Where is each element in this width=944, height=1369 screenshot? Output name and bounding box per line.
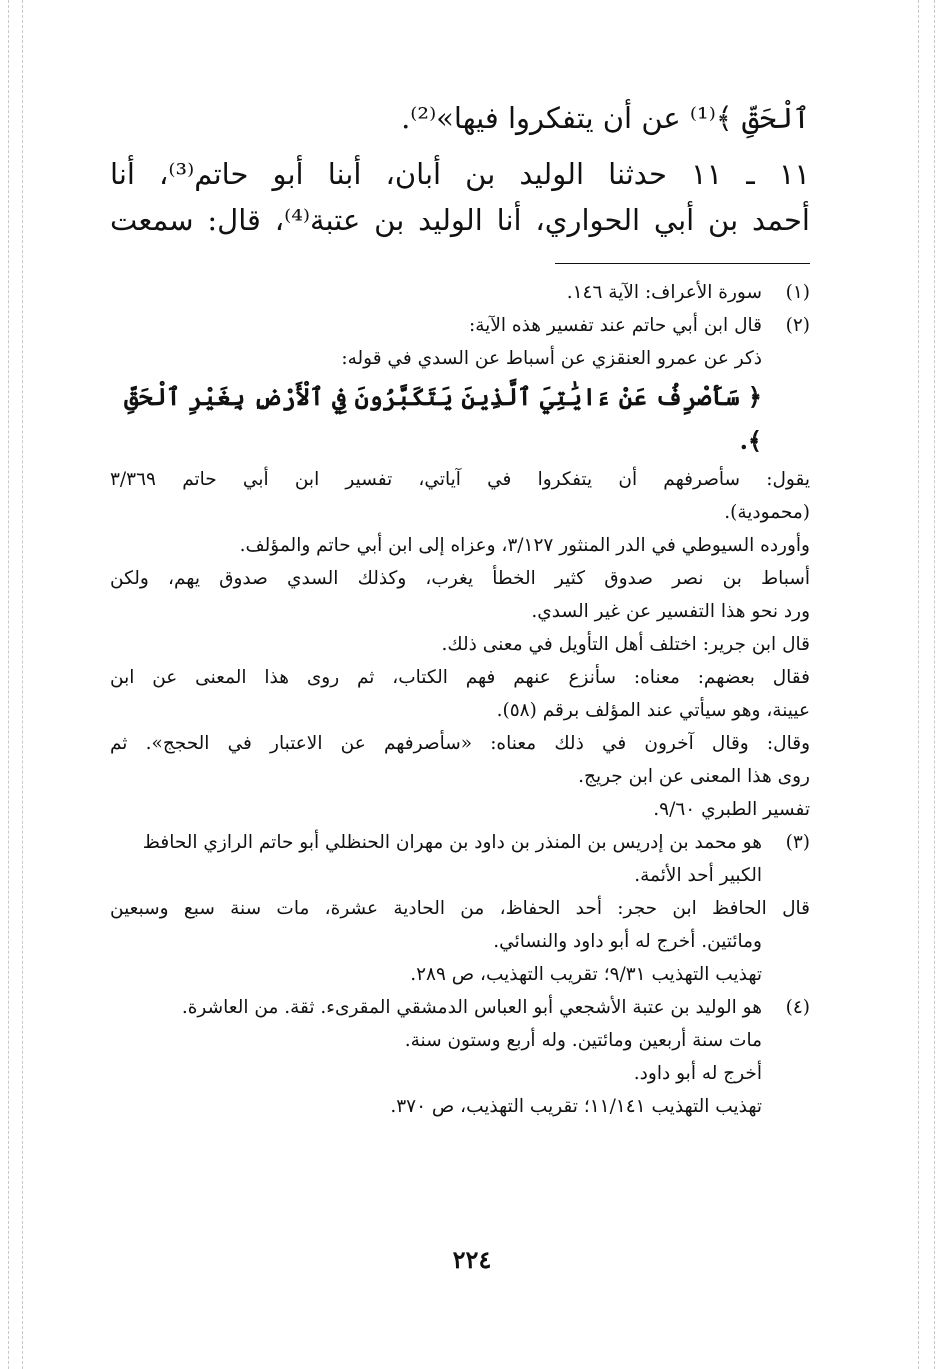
footnote-text: وأورده السيوطي في الدر المنثور ٣/١٢٧، وعزاه إلى ابن أبي حاتم والمؤلف. bbox=[239, 535, 810, 556]
main-text-line: ١١ ـ ١١ حدثنا الوليد بن أبان، أبنا أبو حاتم⁽³⁾، أنا bbox=[110, 157, 811, 191]
footnote-text: فقال بعضهم: معناه: سأنزع عنهم فهم الكتاب، ثم روى هذا المعنى عن ابن bbox=[110, 667, 810, 688]
footnote-text: تفسير الطبري ٩/٦٠. bbox=[653, 799, 810, 820]
footnote-text: أخرج له أبو داود. bbox=[633, 1063, 762, 1084]
footnote-number: (١) bbox=[785, 282, 810, 303]
quran-verse: ﴿ سَأَصْرِفُ عَنْ ءَايَٰتِيَ ٱلَّذِينَ يَتَكَبَّرُونَ فِي ٱلْأَرْضِ بِغَيْرِ ٱلْحَقِّ ﴾. bbox=[124, 382, 762, 455]
footnote-text: الكبير أحد الأئمة. bbox=[634, 865, 762, 886]
footnote-1 bbox=[110, 276, 810, 309]
scan-guide-line bbox=[8, 0, 9, 1369]
footnote-number: (٢) bbox=[785, 315, 810, 336]
footnote-text: قال الحافظ ابن حجر: أحد الحفاظ، من الحادية عشرة، مات سنة سبع وسبعين bbox=[110, 898, 810, 919]
footnote-2 bbox=[110, 309, 810, 826]
footnote-text: قال ابن جرير: اختلف أهل التأويل في معنى ذلك. bbox=[441, 634, 810, 655]
footnote-text: ورد نحو هذا التفسير عن غير السدي. bbox=[531, 601, 810, 622]
footnote-text: قال ابن أبي حاتم عند تفسير هذه الآية: bbox=[469, 315, 762, 336]
footnote-text: ذكر عن عمرو العنقزي عن أسباط عن السدي في قوله: bbox=[341, 348, 762, 369]
footnote-text: يقول: سأصرفهم أن يتفكروا في آياتي، تفسير ابن أبي حاتم ٣/٣٦٩ bbox=[110, 469, 810, 490]
main-text-line: ٱلْحَقِّ ﴾⁽¹⁾ عن أن يتفكروا فيها»⁽²⁾. bbox=[401, 101, 810, 135]
scan-guide-line bbox=[934, 0, 935, 1369]
footnote-text: هو الوليد بن عتبة الأشجعي أبو العباس الدمشقي المقرىء. ثقة. من العاشرة. bbox=[181, 997, 762, 1018]
footnote-separator bbox=[555, 263, 810, 264]
footnote-text: تهذيب التهذيب ١١/١٤١؛ تقريب التهذيب، ص ٣٧٠. bbox=[390, 1096, 762, 1117]
scan-guide-line bbox=[22, 0, 23, 1369]
footnote-text: وقال: وقال آخرون في ذلك معناه: «سأصرفهم عن الاعتبار في الحجج». ثم bbox=[110, 733, 810, 754]
footnote-text: روى هذا المعنى عن ابن جريج. bbox=[578, 766, 810, 787]
footnote-text: سورة الأعراف: الآية ١٤٦. bbox=[566, 282, 762, 303]
book-page bbox=[110, 95, 810, 1123]
footnote-text: ومائتين. أخرج له أبو داود والنسائي. bbox=[493, 931, 762, 952]
scan-guide-line bbox=[918, 0, 919, 1369]
footnote-number: (٤) bbox=[785, 997, 810, 1018]
footnote-text: هو محمد بن إدريس بن المنذر بن داود بن مهران الحنظلي أبو حاتم الرازي الحافظ bbox=[142, 832, 762, 853]
footnote-number: (٣) bbox=[785, 832, 810, 853]
footnote-text: تهذيب التهذيب ٩/٣١؛ تقريب التهذيب، ص ٢٨٩. bbox=[410, 964, 762, 985]
footnote-4 bbox=[110, 991, 810, 1123]
footnote-text: عيينة، وهو سيأتي عند المؤلف برقم (٥٨). bbox=[496, 700, 810, 721]
footnote-text: (محمودية). bbox=[724, 502, 810, 523]
page-number: ٢٢٤ bbox=[452, 1245, 492, 1274]
footnote-text: مات سنة أربعين ومائتين. وله أربع وستون سنة. bbox=[404, 1030, 762, 1051]
main-text-line: أحمد بن أبي الحواري، أنا الوليد بن عتبة⁽⁴⁾، قال: سمعت bbox=[110, 203, 810, 237]
footnote-text: أسباط بن نصر صدوق كثير الخطأ يغرب، وكذلك السدي صدوق يهم، ولكن bbox=[110, 568, 810, 589]
footnote-3 bbox=[110, 826, 810, 991]
